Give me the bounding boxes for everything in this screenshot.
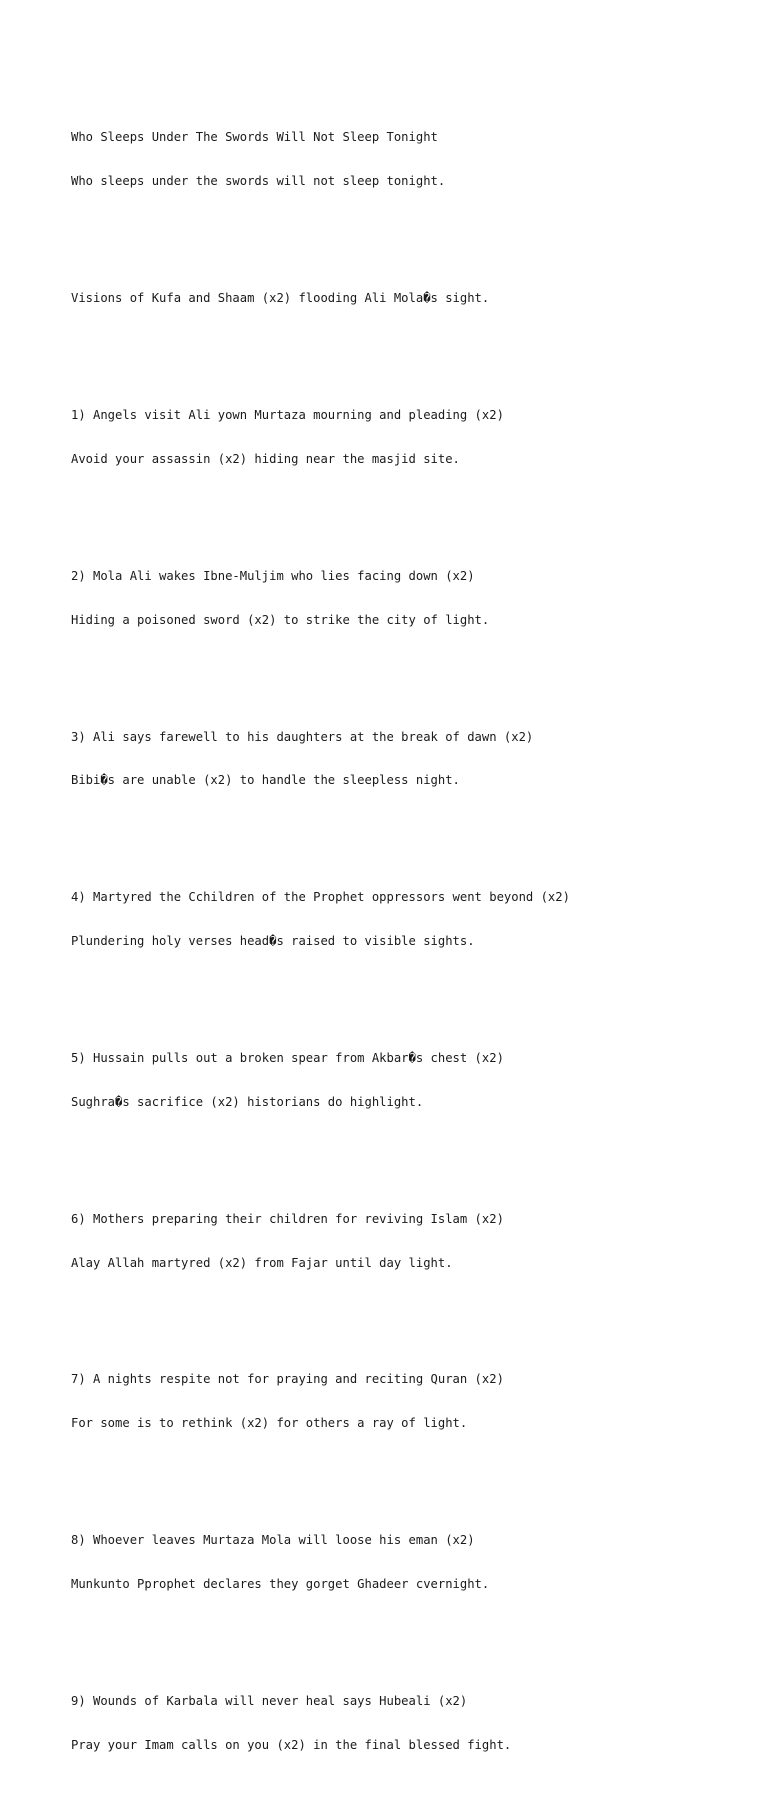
verse-9-line-2: Pray your Imam calls on you (x2) in the final blessed fight. xyxy=(71,1737,512,1752)
verse-7-line-1: 7) A nights respite not for praying and reciting Quran (x2) xyxy=(71,1372,504,1387)
verse-3 xyxy=(71,700,751,817)
verse-3-line-2: Bibi�s are unable (x2) to handle the sleepless night. xyxy=(71,773,460,788)
verse-8-line-1: 8) Whoever leaves Murtaza Mola will loose his eman (x2) xyxy=(71,1533,475,1548)
verse-4-line-2: Plundering holy verses head�s raised to visible sights. xyxy=(71,934,475,949)
verse-1 xyxy=(71,379,751,496)
verse-4-line-1: 4) Martyred the Cchildren of the Prophet oppressors went beyond (x2) xyxy=(71,890,570,905)
verse-9-line-1: 9) Wounds of Karbala will never heal says Hubeali (x2) xyxy=(71,1693,468,1708)
title-stanza xyxy=(71,101,751,218)
verse-5-line-2: Sughra�s sacrifice (x2) historians do highlight. xyxy=(71,1094,424,1109)
verse-2-line-1: 2) Mola Ali wakes Ibne-Muljim who lies facing down (x2) xyxy=(71,568,475,583)
verse-1-line-1: 1) Angels visit Ali yown Murtaza mourning and pleading (x2) xyxy=(71,408,504,423)
verse-6 xyxy=(71,1183,751,1300)
verse-1-line-2: Avoid your assassin (x2) hiding near the masjid site. xyxy=(71,451,460,466)
verse-6-line-1: 6) Mothers preparing their children for reviving Islam (x2) xyxy=(71,1211,504,1226)
verse-2-line-2: Hiding a poisoned sword (x2) to strike the city of light. xyxy=(71,612,490,627)
verse-2 xyxy=(71,540,751,657)
verse-6-line-2: Alay Allah martyred (x2) from Fajar until day light. xyxy=(71,1255,453,1270)
verse-4 xyxy=(71,861,751,978)
document-subtitle: Who sleeps under the swords will not sleep tonight. xyxy=(71,174,446,189)
verse-5 xyxy=(71,1022,751,1139)
verse-7 xyxy=(71,1343,751,1460)
intro-line: Visions of Kufa and Shaam (x2) flooding Ali Mola�s sight. xyxy=(71,291,490,306)
document-title: Who Sleeps Under The Swords Will Not Sleep Tonight xyxy=(71,130,438,145)
intro-stanza xyxy=(71,262,751,335)
verse-7-line-2: For some is to rethink (x2) for others a ray of light. xyxy=(71,1416,468,1431)
verse-8-line-2: Munkunto Pprophet declares they gorget Ghadeer cvernight. xyxy=(71,1576,490,1591)
verse-8 xyxy=(71,1504,751,1621)
verse-3-line-1: 3) Ali says farewell to his daughters at the break of dawn (x2) xyxy=(71,729,534,744)
verse-9 xyxy=(71,1665,751,1782)
verse-5-line-1: 5) Hussain pulls out a broken spear from Akbar�s chest (x2) xyxy=(71,1051,504,1065)
document-page xyxy=(71,72,751,1811)
